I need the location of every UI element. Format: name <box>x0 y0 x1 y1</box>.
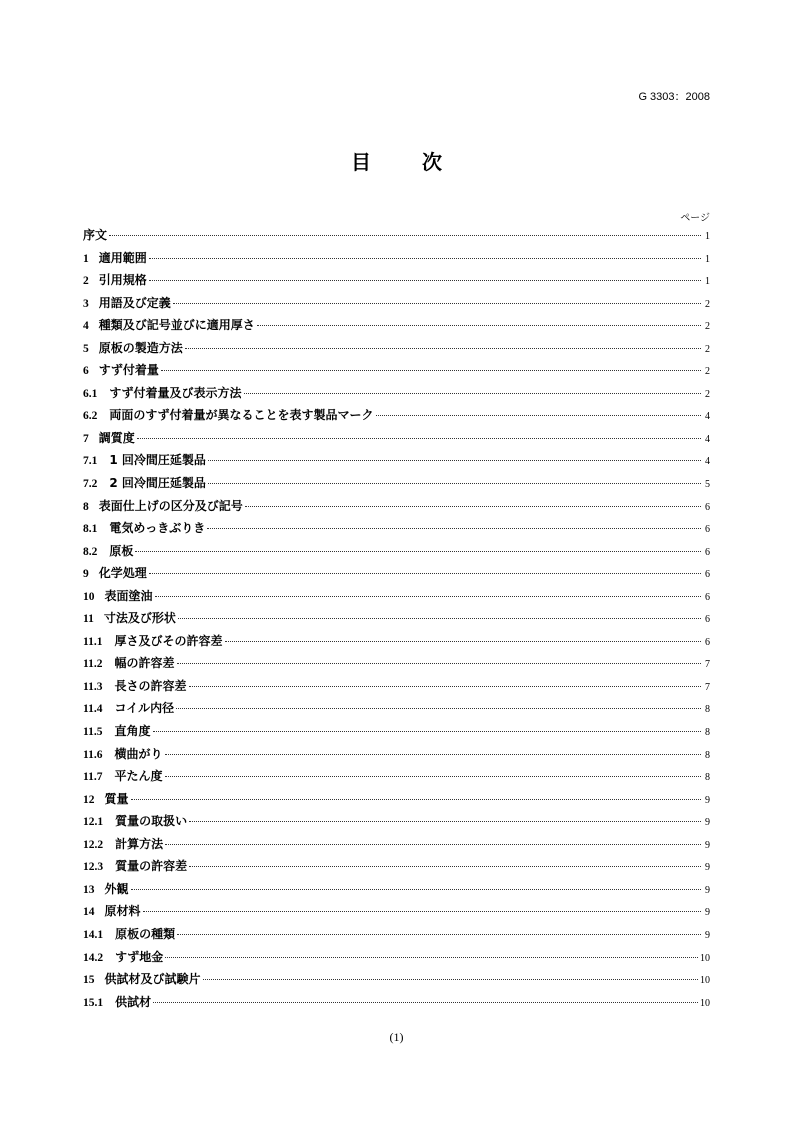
toc-entry[interactable] <box>83 542 710 565</box>
dot-leader <box>177 663 701 664</box>
page-ref: 8 <box>705 727 710 739</box>
section-title: 化学処理 <box>98 566 147 581</box>
section-title: 両面のすず付着量が異なることを表す製品マーク <box>109 408 374 423</box>
section-number: 11.1 <box>83 635 103 648</box>
dot-leader <box>178 618 701 619</box>
toc-entry[interactable] <box>83 339 710 362</box>
section-title: 平たん度 <box>114 769 163 784</box>
section-title: 種類及び記号並びに適用厚さ <box>98 318 255 333</box>
dot-leader <box>189 866 701 867</box>
page-ref: 1 <box>705 276 710 288</box>
section-number: 13 <box>83 883 95 896</box>
dot-leader <box>208 460 701 461</box>
dot-leader <box>257 325 701 326</box>
section-title: 引用規格 <box>98 273 147 288</box>
section-title: 原材料 <box>104 904 141 919</box>
dot-leader <box>143 911 701 912</box>
page-ref: 2 <box>705 366 710 378</box>
toc-entry[interactable] <box>83 948 710 971</box>
section-number: 15.1 <box>83 996 104 1009</box>
toc-entry[interactable] <box>83 970 710 993</box>
section-title: 厚さ及びその許容差 <box>114 633 223 648</box>
toc-entry[interactable] <box>83 722 710 745</box>
page-ref: 1 <box>705 231 710 242</box>
section-title: すず地金 <box>115 949 164 964</box>
dot-leader <box>173 303 701 304</box>
page-number: (1) <box>389 1030 404 1044</box>
page-ref: 6 <box>705 546 710 558</box>
dot-leader <box>149 280 701 281</box>
toc-entry[interactable] <box>83 497 710 520</box>
page-ref: 2 <box>705 343 710 355</box>
section-number: 7 <box>83 432 89 445</box>
page-ref: 8 <box>705 749 710 761</box>
page-ref: 6 <box>705 636 710 648</box>
section-number: 6.2 <box>83 410 98 423</box>
section-title: 序文 <box>83 228 108 242</box>
section-number: 11.3 <box>83 680 103 693</box>
toc-entry[interactable] <box>83 699 710 722</box>
dot-leader <box>153 1002 698 1003</box>
section-number: 12.3 <box>83 861 104 874</box>
toc-entry[interactable] <box>83 451 710 474</box>
dot-leader <box>244 393 702 394</box>
section-title: 計算方法 <box>115 836 164 851</box>
section-title: 適用範囲 <box>98 250 147 265</box>
dot-leader <box>376 415 702 416</box>
page-ref: 6 <box>705 591 710 603</box>
dot-leader <box>149 258 701 259</box>
section-title: 電気めっきぶりき <box>109 521 206 536</box>
section-title: 寸法及び形状 <box>103 611 176 626</box>
section-number: 2 <box>83 275 89 288</box>
toc-entry[interactable] <box>83 271 710 294</box>
section-title: 供試材 <box>115 994 152 1009</box>
section-number: 14.1 <box>83 928 104 941</box>
dot-leader <box>225 641 701 642</box>
section-number: 7.1 <box>83 455 98 468</box>
section-number: 11.4 <box>83 703 103 716</box>
dot-leader <box>137 438 701 439</box>
dot-leader <box>208 483 701 484</box>
toc-entry[interactable] <box>83 880 710 903</box>
section-number: 6.1 <box>83 387 98 400</box>
page-ref: 1 <box>705 253 710 265</box>
section-title: 横曲がり <box>114 746 163 761</box>
section-number: 11.6 <box>83 748 103 761</box>
toc-entry[interactable] <box>83 249 710 272</box>
page-ref: 10 <box>700 975 710 987</box>
section-title: 用語及び定義 <box>98 295 171 310</box>
page-ref: 2 <box>705 388 710 400</box>
dot-leader <box>153 731 701 732</box>
page-ref: 8 <box>705 704 710 716</box>
dot-leader <box>131 799 701 800</box>
toc-entry[interactable] <box>83 361 710 384</box>
dot-leader <box>165 754 701 755</box>
section-title: コイル内径 <box>114 701 175 716</box>
page-ref: 4 <box>705 433 710 445</box>
dot-leader <box>149 573 701 574</box>
toc-entry[interactable] <box>83 745 710 768</box>
toc-entry[interactable] <box>83 384 710 407</box>
toc-entry[interactable] <box>83 429 710 452</box>
page-ref: 10 <box>700 997 710 1009</box>
section-title: 表面仕上げの区分及び記号 <box>98 498 243 513</box>
toc-entry[interactable] <box>83 790 710 813</box>
section-title: 直角度 <box>114 724 151 739</box>
page-ref: 4 <box>705 456 710 468</box>
section-number: 7.2 <box>83 478 98 491</box>
section-number: 1 <box>83 252 89 265</box>
section-title: 原板の製造方法 <box>98 340 183 355</box>
page-ref: 6 <box>705 569 710 581</box>
section-title: 質量の取扱い <box>115 814 188 829</box>
toc-entry[interactable] <box>83 474 710 497</box>
section-number: 8.2 <box>83 545 98 558</box>
page-column-label: ページ <box>680 213 710 224</box>
toc-entry[interactable] <box>83 294 710 317</box>
section-title: 1 回冷間圧延製品 <box>109 453 206 468</box>
page-ref: 7 <box>705 659 710 671</box>
section-number: 14.2 <box>83 951 104 964</box>
dot-leader <box>189 821 701 822</box>
page-ref: 9 <box>705 794 710 806</box>
page-ref: 9 <box>705 862 710 874</box>
dot-leader <box>165 776 701 777</box>
toc-entry[interactable] <box>83 993 710 1016</box>
page-ref: 2 <box>705 298 710 310</box>
page-ref: 7 <box>705 681 710 693</box>
toc-entry[interactable] <box>83 316 710 339</box>
section-number: 12.1 <box>83 816 104 829</box>
page-ref: 9 <box>705 929 710 941</box>
section-title: 幅の許容差 <box>114 656 175 671</box>
page-ref: 9 <box>705 907 710 919</box>
section-title: 原板の種類 <box>115 926 176 941</box>
toc-entry[interactable] <box>83 654 710 677</box>
section-number: 10 <box>83 590 95 603</box>
page-ref: 6 <box>705 501 710 513</box>
section-title: すず付着量 <box>98 363 159 378</box>
section-number: 11 <box>83 613 94 626</box>
section-title: 質量 <box>104 791 129 806</box>
page-ref: 9 <box>705 884 710 896</box>
page-ref: 6 <box>705 614 710 626</box>
section-title: 外観 <box>104 881 129 896</box>
section-number: 8 <box>83 500 89 513</box>
section-number: 9 <box>83 568 89 581</box>
section-title: 長さの許容差 <box>114 678 187 693</box>
dot-leader <box>165 957 698 958</box>
dot-leader <box>185 348 701 349</box>
section-number: 6 <box>83 365 89 378</box>
section-title: 2 回冷間圧延製品 <box>109 476 206 491</box>
section-number: 11.2 <box>83 658 103 671</box>
section-title: すず付着量及び表示方法 <box>109 385 242 400</box>
section-number: 11.7 <box>83 771 103 784</box>
toc-entry[interactable] <box>83 812 710 835</box>
section-number: 3 <box>83 297 89 310</box>
toc-entry[interactable] <box>83 406 710 429</box>
toc-entry[interactable] <box>83 677 710 700</box>
section-title: 表面塗油 <box>104 588 153 603</box>
section-number: 11.5 <box>83 726 103 739</box>
section-title: 原板 <box>109 543 134 558</box>
dot-leader <box>176 708 701 709</box>
dot-leader <box>203 979 698 980</box>
section-title: 供試材及び試験片 <box>104 972 201 987</box>
section-number: 8.1 <box>83 523 98 536</box>
document-number: G 3303：2008 <box>638 91 710 103</box>
section-number: 15 <box>83 974 95 987</box>
dot-leader <box>189 686 701 687</box>
toc-entry[interactable] <box>83 587 710 610</box>
page-ref: 4 <box>705 411 710 423</box>
section-title: 調質度 <box>98 430 135 445</box>
page-ref: 6 <box>705 524 710 536</box>
page-ref: 8 <box>705 772 710 784</box>
section-number: 12 <box>83 793 95 806</box>
section-number: 5 <box>83 342 89 355</box>
toc-entry[interactable] <box>83 226 710 249</box>
toc-entry[interactable] <box>83 857 710 880</box>
dot-leader <box>109 235 701 236</box>
page-ref: 9 <box>705 817 710 829</box>
toc-entry[interactable] <box>83 564 710 587</box>
toc-entry[interactable] <box>83 609 710 632</box>
toc-entry[interactable] <box>83 519 710 542</box>
dot-leader <box>135 551 701 552</box>
section-number: 12.2 <box>83 838 104 851</box>
page-title: 目 次 <box>351 150 464 174</box>
section-number: 14 <box>83 906 95 919</box>
toc-entry[interactable] <box>83 925 710 948</box>
toc-entry[interactable] <box>83 632 710 655</box>
dot-leader <box>131 889 701 890</box>
dot-leader <box>155 596 701 597</box>
toc-entry[interactable] <box>83 767 710 790</box>
toc-entry[interactable] <box>83 902 710 925</box>
table-of-contents <box>83 226 710 1015</box>
dot-leader <box>165 844 701 845</box>
dot-leader <box>207 528 701 529</box>
dot-leader <box>161 370 701 371</box>
section-number: 4 <box>83 320 89 333</box>
page-ref: 10 <box>700 952 710 964</box>
dot-leader <box>177 934 701 935</box>
section-title: 質量の許容差 <box>115 859 188 874</box>
toc-entry[interactable] <box>83 835 710 858</box>
page-ref: 9 <box>705 839 710 851</box>
page-ref: 2 <box>705 321 710 333</box>
dot-leader <box>245 506 701 507</box>
page-ref: 5 <box>705 479 710 491</box>
